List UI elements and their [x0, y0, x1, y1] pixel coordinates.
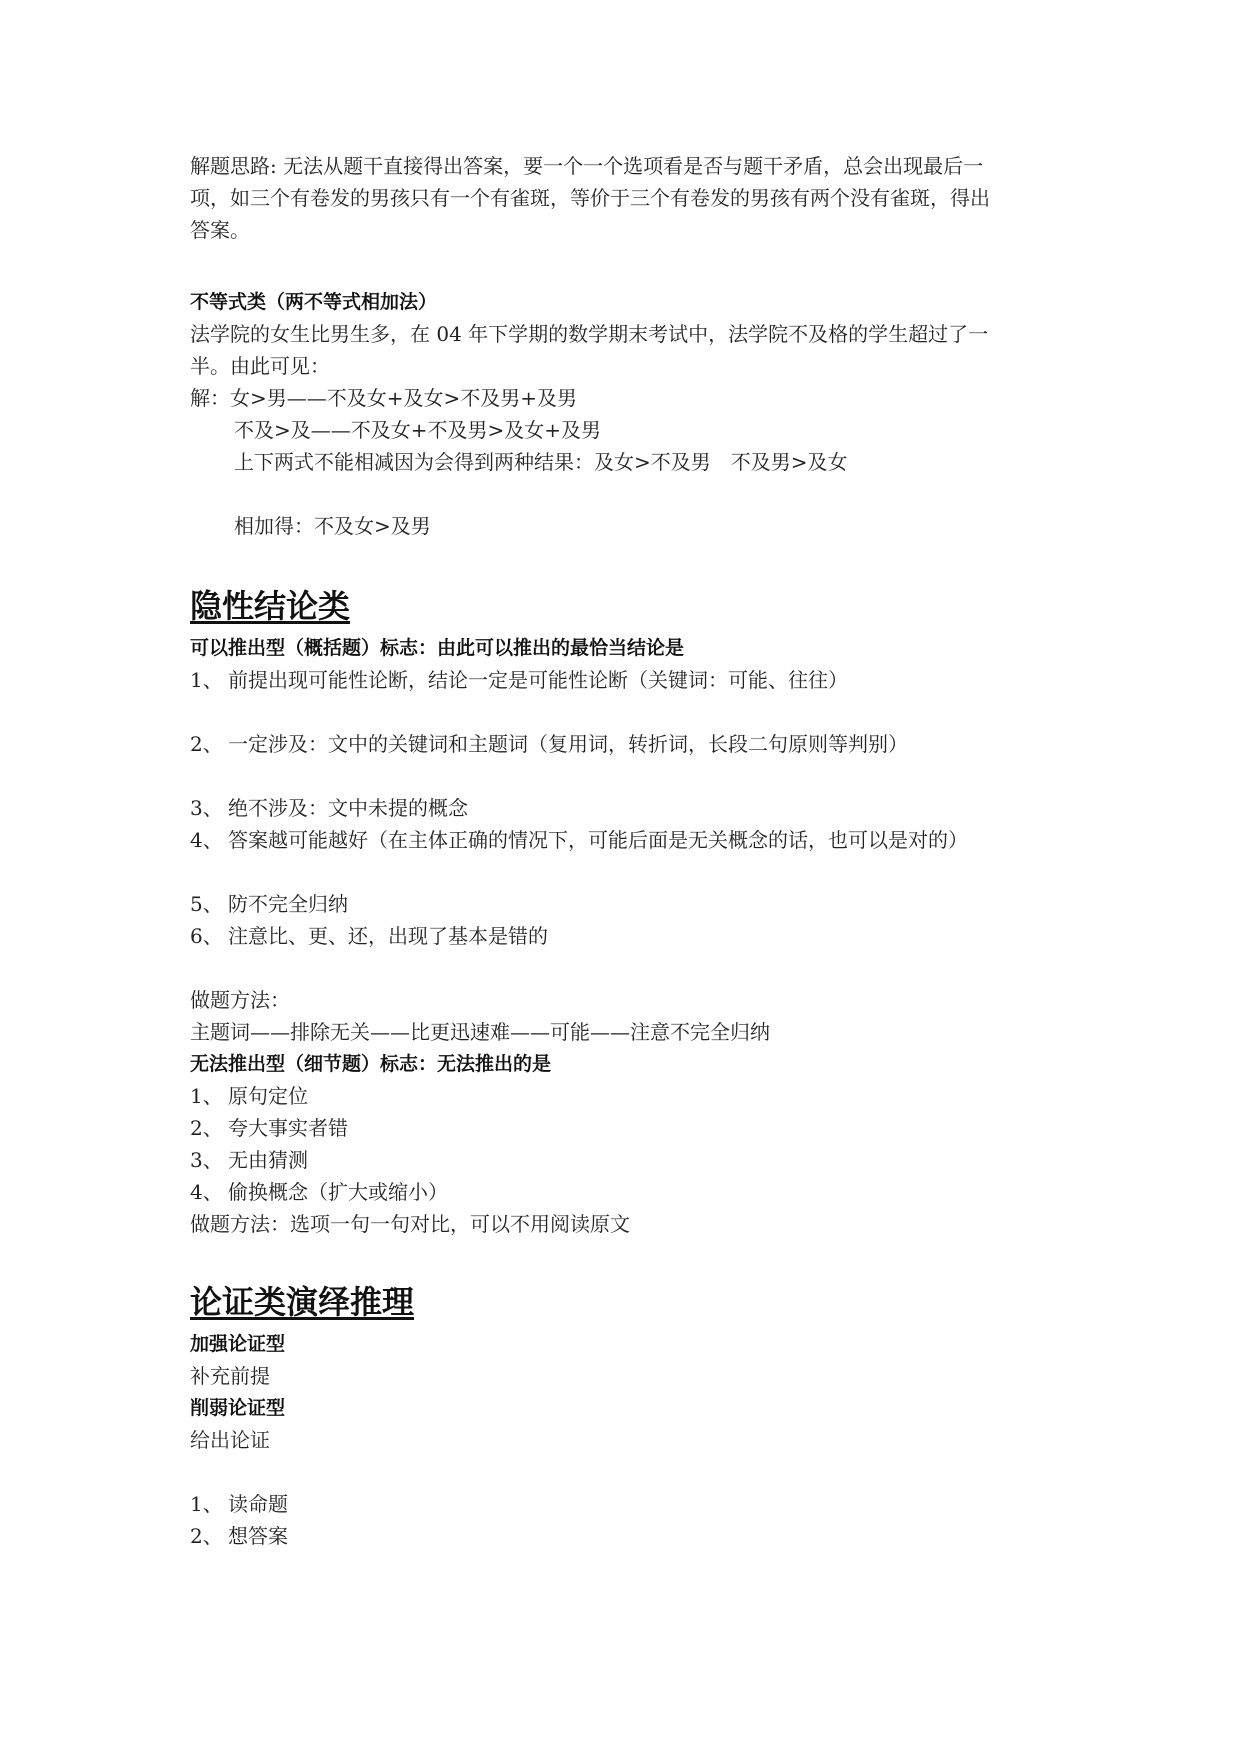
solution-line-2: 不及>及——不及女+不及男>及女+及男 — [234, 418, 602, 442]
non-inferable-type-title: 无法推出型（细节题）标志：无法推出的是 — [190, 1053, 552, 1075]
list-item: 6、 注意比、更、还，出现了基本是错的 — [190, 924, 548, 948]
strengthen-title: 加强论证型 — [190, 1333, 286, 1355]
intro-line-1: 解题思路: 无法从题干直接得出答案，要一个一个选项看是否与题干矛盾，总会出现最后一 — [190, 154, 984, 178]
list-item: 2、 一定涉及：文中的关键词和主题词（复用词，转折词，长段二句原则等判别） — [190, 732, 908, 756]
list-item: 1、 前提出现可能性论断，结论一定是可能性论断（关键词：可能、往往） — [190, 668, 848, 692]
list-item: 1、 读命题 — [190, 1492, 288, 1516]
solution-line-1: 解：女>男——不及女+及女>不及男+及男 — [190, 386, 578, 410]
inequality-title: 不等式类（两不等式相加法） — [190, 291, 438, 313]
hidden-conclusion-heading: 隐性结论类 — [190, 587, 351, 625]
list-item: 1、 原句定位 — [190, 1084, 308, 1108]
inequality-text-2: 半。由此可见： — [190, 354, 330, 378]
list-item: 4、 答案越可能越好（在主体正确的情况下，可能后面是无关概念的话，也可以是对的） — [190, 828, 968, 852]
list-item: 2、 夸大事实者错 — [190, 1116, 348, 1140]
list-item: 5、 防不完全归纳 — [190, 892, 348, 916]
inferable-type-title: 可以推出型（概括题）标志：由此可以推出的最恰当结论是 — [190, 637, 685, 659]
weaken-title: 削弱论证型 — [190, 1397, 286, 1419]
weaken-text: 给出论证 — [190, 1428, 270, 1452]
solution-line-3: 上下两式不能相减因为会得到两种结果：及女>不及男 不及男>及女 — [234, 450, 848, 474]
document-page — [190, 0, 1070, 1552]
list-item: 4、 偷换概念（扩大或缩小） — [190, 1180, 448, 1204]
list-item: 3、 无由猜测 — [190, 1148, 308, 1172]
argument-heading: 论证类演绎推理 — [190, 1283, 415, 1321]
solution-line-4: 相加得：不及女>及男 — [234, 514, 431, 538]
method-2: 做题方法：选项一句一句对比，可以不用阅读原文 — [190, 1212, 630, 1236]
strengthen-text: 补充前提 — [190, 1364, 270, 1388]
list-item: 3、 绝不涉及：文中未提的概念 — [190, 796, 468, 820]
list-item: 2、 想答案 — [190, 1524, 288, 1548]
intro-line-2: 项，如三个有卷发的男孩只有一个有雀斑，等价于三个有卷发的男孩有两个没有雀斑，得出 — [190, 186, 990, 210]
method-label: 做题方法： — [190, 988, 290, 1012]
inequality-text-1: 法学院的女生比男生多，在 04 年下学期的数学期末考试中，法学院不及格的学生超过了一 — [190, 322, 989, 346]
method-text: 主题词——排除无关——比更迅速难——可能——注意不完全归纳 — [190, 1020, 770, 1044]
intro-line-3: 答案。 — [190, 218, 250, 242]
